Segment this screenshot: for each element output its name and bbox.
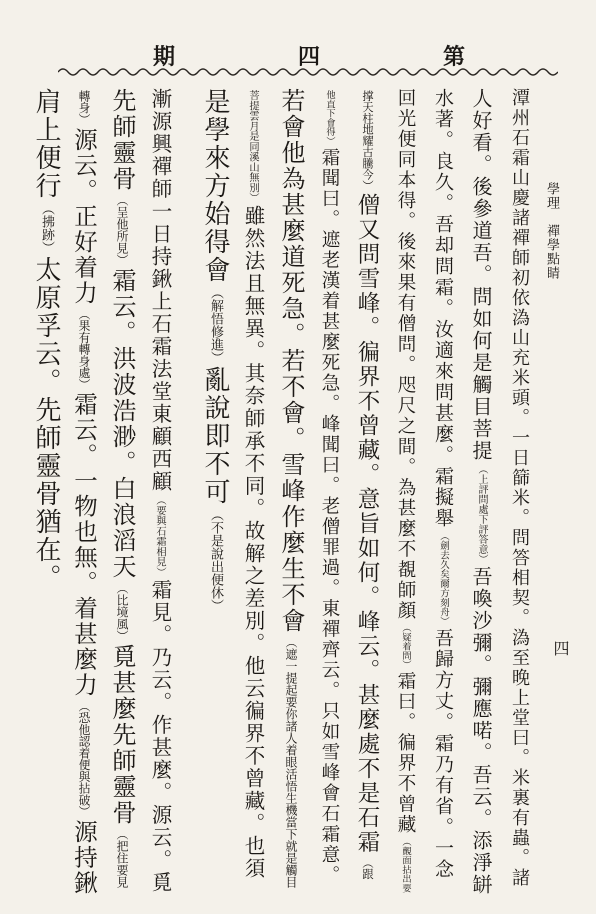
annotation-note: （要與石霜相見） xyxy=(154,495,166,577)
text-column xyxy=(504,88,534,888)
main-text: 潭州石霜山慶諸禪師初依溈山充米頭。一日篩米。問答相契。溈至晚上堂曰。米裏有蟲。諸 xyxy=(509,88,530,888)
annotation-note: （把住要見 xyxy=(115,828,129,888)
main-text: 源云。正好着力 xyxy=(70,127,98,306)
annotation-note: （果有轉身處） xyxy=(77,307,91,390)
annotation-note: （不是說出便休） xyxy=(208,508,223,612)
annotation-note: （比境風） xyxy=(115,582,129,642)
main-text: 吾喚沙彌。彌應喏。吾云。添淨缾 xyxy=(469,566,493,896)
main-text: 人好看。後參道吾。問如何是觸目菩提 xyxy=(469,88,493,462)
main-text: 先師靈骨 xyxy=(108,88,136,192)
main-text: 是學來方始得會 xyxy=(200,88,230,284)
header-wavy-rule xyxy=(58,66,558,78)
main-text: 源持鍬 xyxy=(70,819,98,896)
main-text: 霜見。乃云。作甚麼。源云。覓 xyxy=(148,579,172,894)
main-text: 僧又問雪峰。徧界不曾藏。意旨如何。峰云。甚麼處不是石霜 xyxy=(354,193,380,855)
section-label: 學理 xyxy=(544,182,559,210)
section-subtitle: 禪學點睛 xyxy=(544,224,559,280)
main-text: 若會他為甚麼道死急。若不會。雪峰作麼生不會 xyxy=(277,88,305,634)
annotation-note: （劍去久矣爾方刻舟） xyxy=(438,531,449,626)
annotation-note: （解悟修進） xyxy=(208,286,223,364)
annotation-note: （覿面拈出要 xyxy=(400,837,411,893)
annotation-note: （恐他認着便與拈破） xyxy=(77,700,91,818)
main-text: 霜曰。徧界不曾藏 xyxy=(395,671,416,836)
text-column xyxy=(69,88,99,896)
main-text: 肩上便行 xyxy=(31,88,61,200)
header-char: 四 xyxy=(297,44,322,70)
text-column xyxy=(107,88,137,890)
running-header xyxy=(542,182,561,280)
main-text: 漸源興禪師一日持鍬上石霜法堂東顧西顧 xyxy=(148,88,172,493)
annotation-note: 轉身） xyxy=(77,90,91,126)
annotation-note: （跟 xyxy=(361,856,374,880)
text-column xyxy=(390,88,420,895)
text-column xyxy=(466,88,496,896)
text-column xyxy=(145,88,175,894)
text-column xyxy=(238,88,268,880)
main-text: 吾歸方丈。霜乃有省。一念 xyxy=(432,628,454,880)
text-column xyxy=(200,88,230,614)
annotation-note: （遮一提起要你諸人着眼活悟生機當下就是觸目 xyxy=(284,636,298,888)
header-char: 第 xyxy=(442,44,467,70)
page-number: 四 xyxy=(551,640,570,656)
annotation-note: 他直下會得） xyxy=(324,90,335,146)
main-text: 太原孚云。先師靈骨猶在。 xyxy=(31,256,61,592)
main-text: 霜聞曰。遮老漢着甚麼死急。峰聞曰。老僧罪過。東禪齊云。只如雪峰會石霜意。 xyxy=(319,147,340,886)
annotation-note: （疑着問） xyxy=(400,623,411,670)
annotation-note: 菩提雲月是同溪山無別） xyxy=(247,90,259,203)
annotation-note: （呈他所見） xyxy=(115,194,129,266)
main-text: 回光便同本得。後來果有僧問。咫尺之間。為甚麼不覩師顏 xyxy=(395,88,416,621)
main-text: 亂說即不可 xyxy=(200,366,230,506)
text-column xyxy=(352,88,382,881)
main-text: 霜云。洪波浩渺。白浪滔天 xyxy=(108,268,136,580)
text-column xyxy=(276,88,306,890)
annotation-note: 撑天柱地耀古騰今） xyxy=(361,90,374,192)
text-column xyxy=(428,88,458,880)
main-text: 霜云。一物也無。着甚麼力 xyxy=(70,392,98,698)
annotation-note: （拂跡） xyxy=(39,202,54,254)
text-column xyxy=(31,88,61,592)
text-column xyxy=(314,88,344,886)
annotation-note: （上評問處下評答意） xyxy=(476,464,487,564)
main-text: 水著。良久。吾却問霜。汝適來問甚麼。霜擬舉 xyxy=(432,88,454,529)
header-char: 期 xyxy=(152,44,177,70)
main-text: 覓甚麼先師靈骨 xyxy=(108,644,136,826)
main-text: 雖然法且無異。其奈師承不同。故解之差別。他云徧界不曾藏。也須 xyxy=(241,204,265,880)
